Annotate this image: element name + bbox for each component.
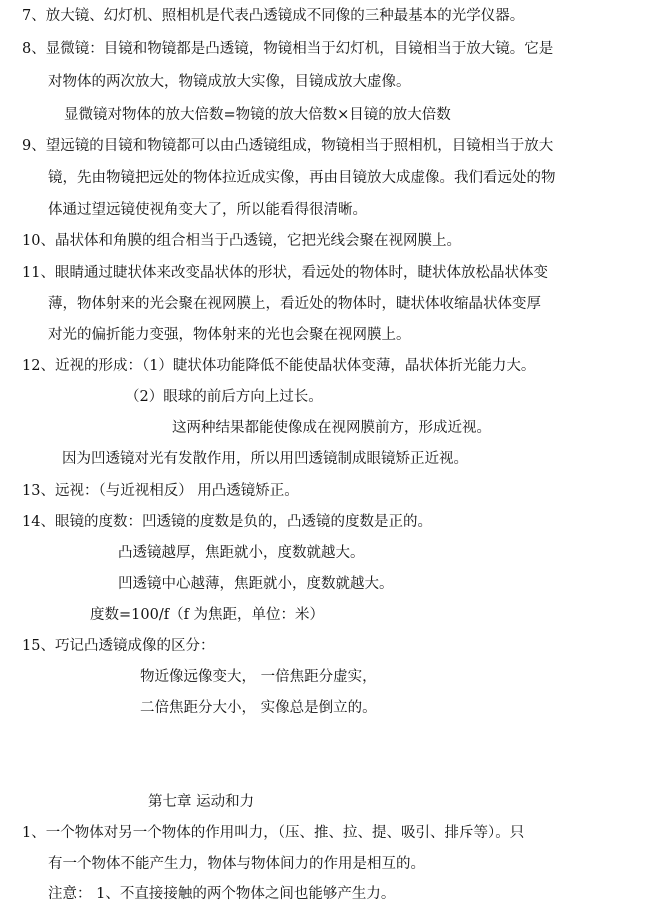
item-12-line-2: （2）眼球的前后方向上过长。 — [125, 389, 323, 405]
item-14-line-2: 凸透镜越厚，焦距就小，度数就越大。 — [118, 545, 365, 561]
item-14-formula: 度数=100/f（f 为焦距，单位：米） — [90, 607, 325, 623]
item-14-line-3: 凹透镜中心越薄，焦距就小，度数就越大。 — [118, 576, 394, 592]
item-9-line-3: 体通过望远镜使视角变大了，所以能看得很清晰。 — [48, 202, 367, 218]
item-12-line-1: 12、近视的形成：（1）睫状体功能降低不能使晶状体变薄，晶状体折光能力大。 — [22, 358, 536, 374]
item-14-line-1: 14、眼镜的度数：凹透镜的度数是负的，凸透镜的度数是正的。 — [22, 514, 432, 530]
item-15-line: 15、巧记凸透镜成像的区分： — [22, 638, 215, 654]
item-15-rhyme-2: 二倍焦距分大小， 实像总是倒立的。 — [140, 700, 377, 716]
item-9-line-2: 镜，先由物镜把远处的物体拉近成实像，再由目镜放大成虚像。我们看远处的物 — [48, 170, 556, 186]
ch7-note-line: 注意： 1、不直接接触的两个物体之间也能够产生力。 — [48, 886, 396, 902]
item-7-line: 7、放大镜、幻灯机、照相机是代表凸透镜成不同像的三种最基本的光学仪器。 — [22, 8, 525, 24]
item-8-formula: 显微镜对物体的放大倍数=物镜的放大倍数×目镜的放大倍数 — [64, 107, 451, 123]
item-12-line-3: 这两种结果都能使像成在视网膜前方，形成近视。 — [172, 420, 491, 436]
item-13-line: 13、远视：（与近视相反） 用凸透镜矫正。 — [22, 483, 299, 499]
item-11-line-1: 11、眼睛通过睫状体来改变晶状体的形状，看远处的物体时，睫状体放松晶状体变 — [22, 265, 548, 281]
item-15-rhyme-1: 物近像远像变大， 一倍焦距分虚实， — [140, 669, 377, 685]
ch7-item-1-line-2: 有一个物体不能产生力，物体与物体间力的作用是相互的。 — [48, 856, 425, 872]
item-8-line-1: 8、显微镜：目镜和物镜都是凸透镜，物镜相当于幻灯机，目镜相当于放大镜。它是 — [22, 41, 554, 57]
item-8-line-2: 对物体的两次放大，物镜成放大实像，目镜成放大虚像。 — [48, 74, 411, 90]
item-10-line: 10、晶状体和角膜的组合相当于凸透镜，它把光线会聚在视网膜上。 — [22, 233, 461, 249]
chapter-heading: 第七章 运动和力 — [148, 794, 255, 810]
item-12-line-4: 因为凹透镜对光有发散作用，所以用凹透镜制成眼镜矫正近视。 — [62, 451, 468, 467]
item-11-line-3: 对光的偏折能力变强，物体射来的光也会聚在视网膜上。 — [48, 327, 411, 343]
item-11-line-2: 薄，物体射来的光会聚在视网膜上，看近处的物体时，睫状体收缩晶状体变厚 — [48, 296, 541, 312]
item-9-line-1: 9、望远镜的目镜和物镜都可以由凸透镜组成，物镜相当于照相机，目镜相当于放大 — [22, 138, 554, 154]
ch7-item-1-line-1: 1、一个物体对另一个物体的作用叫力，（压、推、拉、提、吸引、排斥等）。只 — [22, 825, 525, 841]
